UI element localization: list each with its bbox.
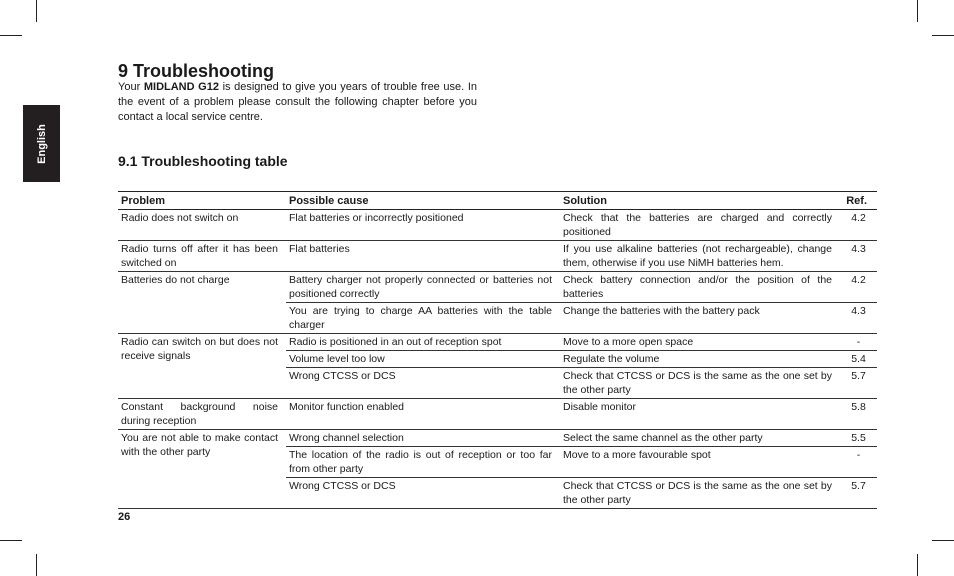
ref-cell: -	[840, 447, 877, 478]
problem-cell: Radio does not switch on	[118, 210, 286, 241]
solution-cell: Check that CTCSS or DCS is the same as the one set by the other party	[560, 478, 840, 509]
table-row	[118, 334, 877, 351]
crop-mark	[0, 540, 22, 541]
table-row	[118, 430, 877, 447]
solution-cell: Change the batteries with the battery pack	[560, 303, 840, 334]
cause-cell: Volume level too low	[286, 351, 560, 368]
problem-cell: Radio turns off after it has been switched on	[118, 241, 286, 272]
ref-cell: 4.2	[840, 210, 877, 241]
crop-mark	[917, 554, 918, 576]
cause-cell: Wrong CTCSS or DCS	[286, 478, 560, 509]
cause-cell: Wrong channel selection	[286, 430, 560, 447]
brand-name: MIDLAND G12	[143, 81, 219, 93]
intro-paragraph	[118, 80, 477, 125]
cause-cell: Wrong CTCSS or DCS	[286, 368, 560, 399]
intro-text: is designed to give you years of trouble free use. In the event of a problem please consult the following chapter before you contact a local service centre.	[118, 81, 477, 123]
ref-cell: 4.3	[840, 241, 877, 272]
table-header-row	[118, 192, 877, 210]
problem-cell: Constant background noise during reception	[118, 399, 286, 430]
table-row	[118, 399, 877, 430]
problem-cell: Radio can switch on but does not receive signals	[118, 334, 286, 399]
page-title: 9 Troubleshooting	[118, 61, 274, 81]
solution-cell: Select the same channel as the other party	[560, 430, 840, 447]
crop-mark	[932, 35, 954, 36]
crop-mark	[36, 0, 37, 22]
crop-mark	[36, 554, 37, 576]
ref-cell: 5.8	[840, 399, 877, 430]
problem-cell: You are not able to make contact with the other party	[118, 430, 286, 509]
cause-cell: Radio is positioned in an out of reception spot	[286, 334, 560, 351]
solution-cell: Check that the batteries are charged and correctly positioned	[560, 210, 840, 241]
intro-prefix: Your	[118, 81, 144, 93]
cause-cell: Flat batteries or incorrectly positioned	[286, 210, 560, 241]
language-tab	[23, 105, 60, 182]
crop-mark	[917, 0, 918, 22]
solution-cell: Disable monitor	[560, 399, 840, 430]
header-ref: Ref.	[840, 192, 877, 210]
cause-cell: The location of the radio is out of reception or too far from other party	[286, 447, 560, 478]
ref-cell: 5.7	[840, 368, 877, 399]
ref-cell: 5.7	[840, 478, 877, 509]
ref-cell: -	[840, 334, 877, 351]
cause-cell: Battery charger not properly connected or batteries not positioned correctly	[286, 272, 560, 303]
solution-cell: If you use alkaline batteries (not rechargeable), change them, otherwise if you use NiMH batteries hem.	[560, 241, 840, 272]
crop-mark	[0, 35, 22, 36]
solution-cell: Check battery connection and/or the position of the batteries	[560, 272, 840, 303]
table-row	[118, 241, 877, 272]
header-problem: Problem	[118, 192, 286, 210]
solution-cell: Move to a more favourable spot	[560, 447, 840, 478]
cause-cell: Flat batteries	[286, 241, 560, 272]
solution-cell: Regulate the volume	[560, 351, 840, 368]
ref-cell: 4.3	[840, 303, 877, 334]
table-body	[118, 210, 877, 509]
section-subtitle: 9.1 Troubleshooting table	[118, 153, 288, 169]
header-cause: Possible cause	[286, 192, 560, 210]
ref-cell: 5.4	[840, 351, 877, 368]
ref-cell: 4.2	[840, 272, 877, 303]
crop-mark	[932, 540, 954, 541]
cause-cell: Monitor function enabled	[286, 399, 560, 430]
language-label: English	[35, 123, 48, 164]
problem-cell: Batteries do not charge	[118, 272, 286, 334]
header-solution: Solution	[560, 192, 840, 210]
solution-cell: Move to a more open space	[560, 334, 840, 351]
cause-cell: You are trying to charge AA batteries with the table charger	[286, 303, 560, 334]
troubleshooting-table	[118, 191, 877, 509]
table-row	[118, 272, 877, 303]
ref-cell: 5.5	[840, 430, 877, 447]
page-number: 26	[118, 511, 131, 523]
table-row	[118, 210, 877, 241]
solution-cell: Check that CTCSS or DCS is the same as the one set by the other party	[560, 368, 840, 399]
